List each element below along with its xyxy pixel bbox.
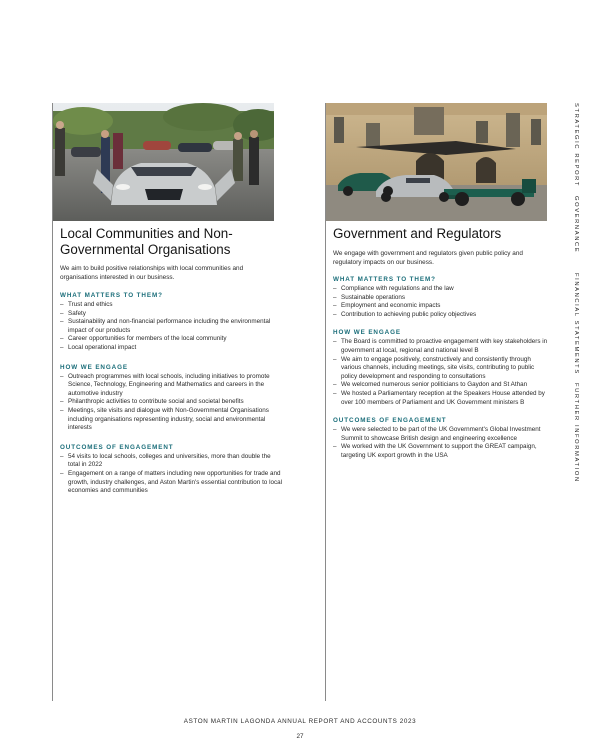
right-section-outcomes <box>333 416 551 460</box>
left-section-engage <box>60 363 282 433</box>
list-item: – Compliance with regulations and the law <box>333 285 551 294</box>
list-item: – We aim to engage positively, constructively and consistently through various channels, including meetings, site visits, contributing to public policy development and responding to consultations <box>333 356 551 382</box>
right-column-title: Government and Regulators <box>333 226 502 241</box>
left-column-title: Local Communities and Non-Governmental Organisations <box>60 226 233 257</box>
list-item: – Career opportunities for members of the local community <box>60 335 282 344</box>
list-item: – Local operational impact <box>60 344 282 353</box>
list-item: – We welcomed numerous senior politicians to Gaydon and St Athan <box>333 381 551 390</box>
list-item: – Employment and economic impacts <box>333 302 551 311</box>
right-column <box>333 226 551 461</box>
list-item: – We hosted a Parliamentary reception at the Speakers House attended by over 100 members of Parliament and UK Government ministers B <box>333 390 551 407</box>
left-intro: We aim to build positive relationships with local communities and organisations interested in our business. <box>60 265 244 281</box>
list-item: – Outreach programmes with local schools, including initiatives to promote Science, Technology, Engineering and Mathematics and careers in the automotive industry <box>60 373 282 399</box>
list-item: – Philanthropic activities to contribute social and societal benefits <box>60 398 282 407</box>
sidenav-further-information[interactable]: FURTHER INFORMATION <box>573 383 579 483</box>
side-navigation <box>559 101 593 481</box>
left-column <box>60 226 282 496</box>
list-item: – Safety <box>60 310 282 319</box>
left-section-matters <box>60 291 282 353</box>
left-section-heading: HOW WE ENGAGE <box>60 363 129 371</box>
list-item: – The Board is committed to proactive engagement with key stakeholders in government at local, regional and national level B <box>333 338 551 355</box>
left-section-heading: WHAT MATTERS TO THEM? <box>60 292 163 299</box>
footer-report-title: ASTON MARTIN LAGONDA ANNUAL REPORT AND ACCOUNTS 2023 <box>183 718 417 725</box>
list-item: – Sustainable operations <box>333 294 551 303</box>
right-section-engage <box>333 328 551 407</box>
list-item: – 54 visits to local schools, colleges and universities, more than double the total in 2022 <box>60 453 282 470</box>
community-event-photo <box>53 103 274 221</box>
sidenav-governance[interactable]: GOVERNANCE <box>573 196 579 254</box>
right-intro: We engage with government and regulators given public policy and regulatory impacts on our business. <box>333 250 523 266</box>
list-item: – Meetings, site visits and dialogue with Non-Governmental Organisations including organisations representing industry, social and environmental interests <box>60 407 282 433</box>
list-item: – Engagement on a range of matters including new opportunities for trade and growth, industry challenges, and Aston Martin's essential contribution to local economies and communities <box>60 470 282 496</box>
right-section-heading: WHAT MATTERS TO THEM? <box>333 276 436 283</box>
right-section-heading: OUTCOMES OF ENGAGEMENT <box>333 417 447 425</box>
sidenav-strategic-report[interactable]: STRATEGIC REPORT <box>573 103 579 188</box>
list-item: – We worked with the UK Government to support the GREAT campaign, targeting UK export growth in the USA <box>333 443 551 460</box>
list-item: – Sustainability and non-financial performance including the environmental impact of our products <box>60 318 282 335</box>
list-item: – Contribution to achieving public policy objectives <box>333 311 551 320</box>
page-number: 27 <box>296 733 304 740</box>
right-section-heading: HOW WE ENGAGE <box>333 329 402 337</box>
left-section-outcomes <box>60 443 282 496</box>
right-section-matters <box>333 275 551 319</box>
left-section-heading: OUTCOMES OF ENGAGEMENT <box>60 443 174 451</box>
government-event-photo <box>326 103 547 221</box>
list-item: – We were selected to be part of the UK Government's Global Investment Summit to showcase British design and engineering excellence <box>333 426 551 443</box>
sidenav-financial-statements[interactable]: FINANCIAL STATEMENTS <box>573 273 579 375</box>
list-item: – Trust and ethics <box>60 301 282 310</box>
